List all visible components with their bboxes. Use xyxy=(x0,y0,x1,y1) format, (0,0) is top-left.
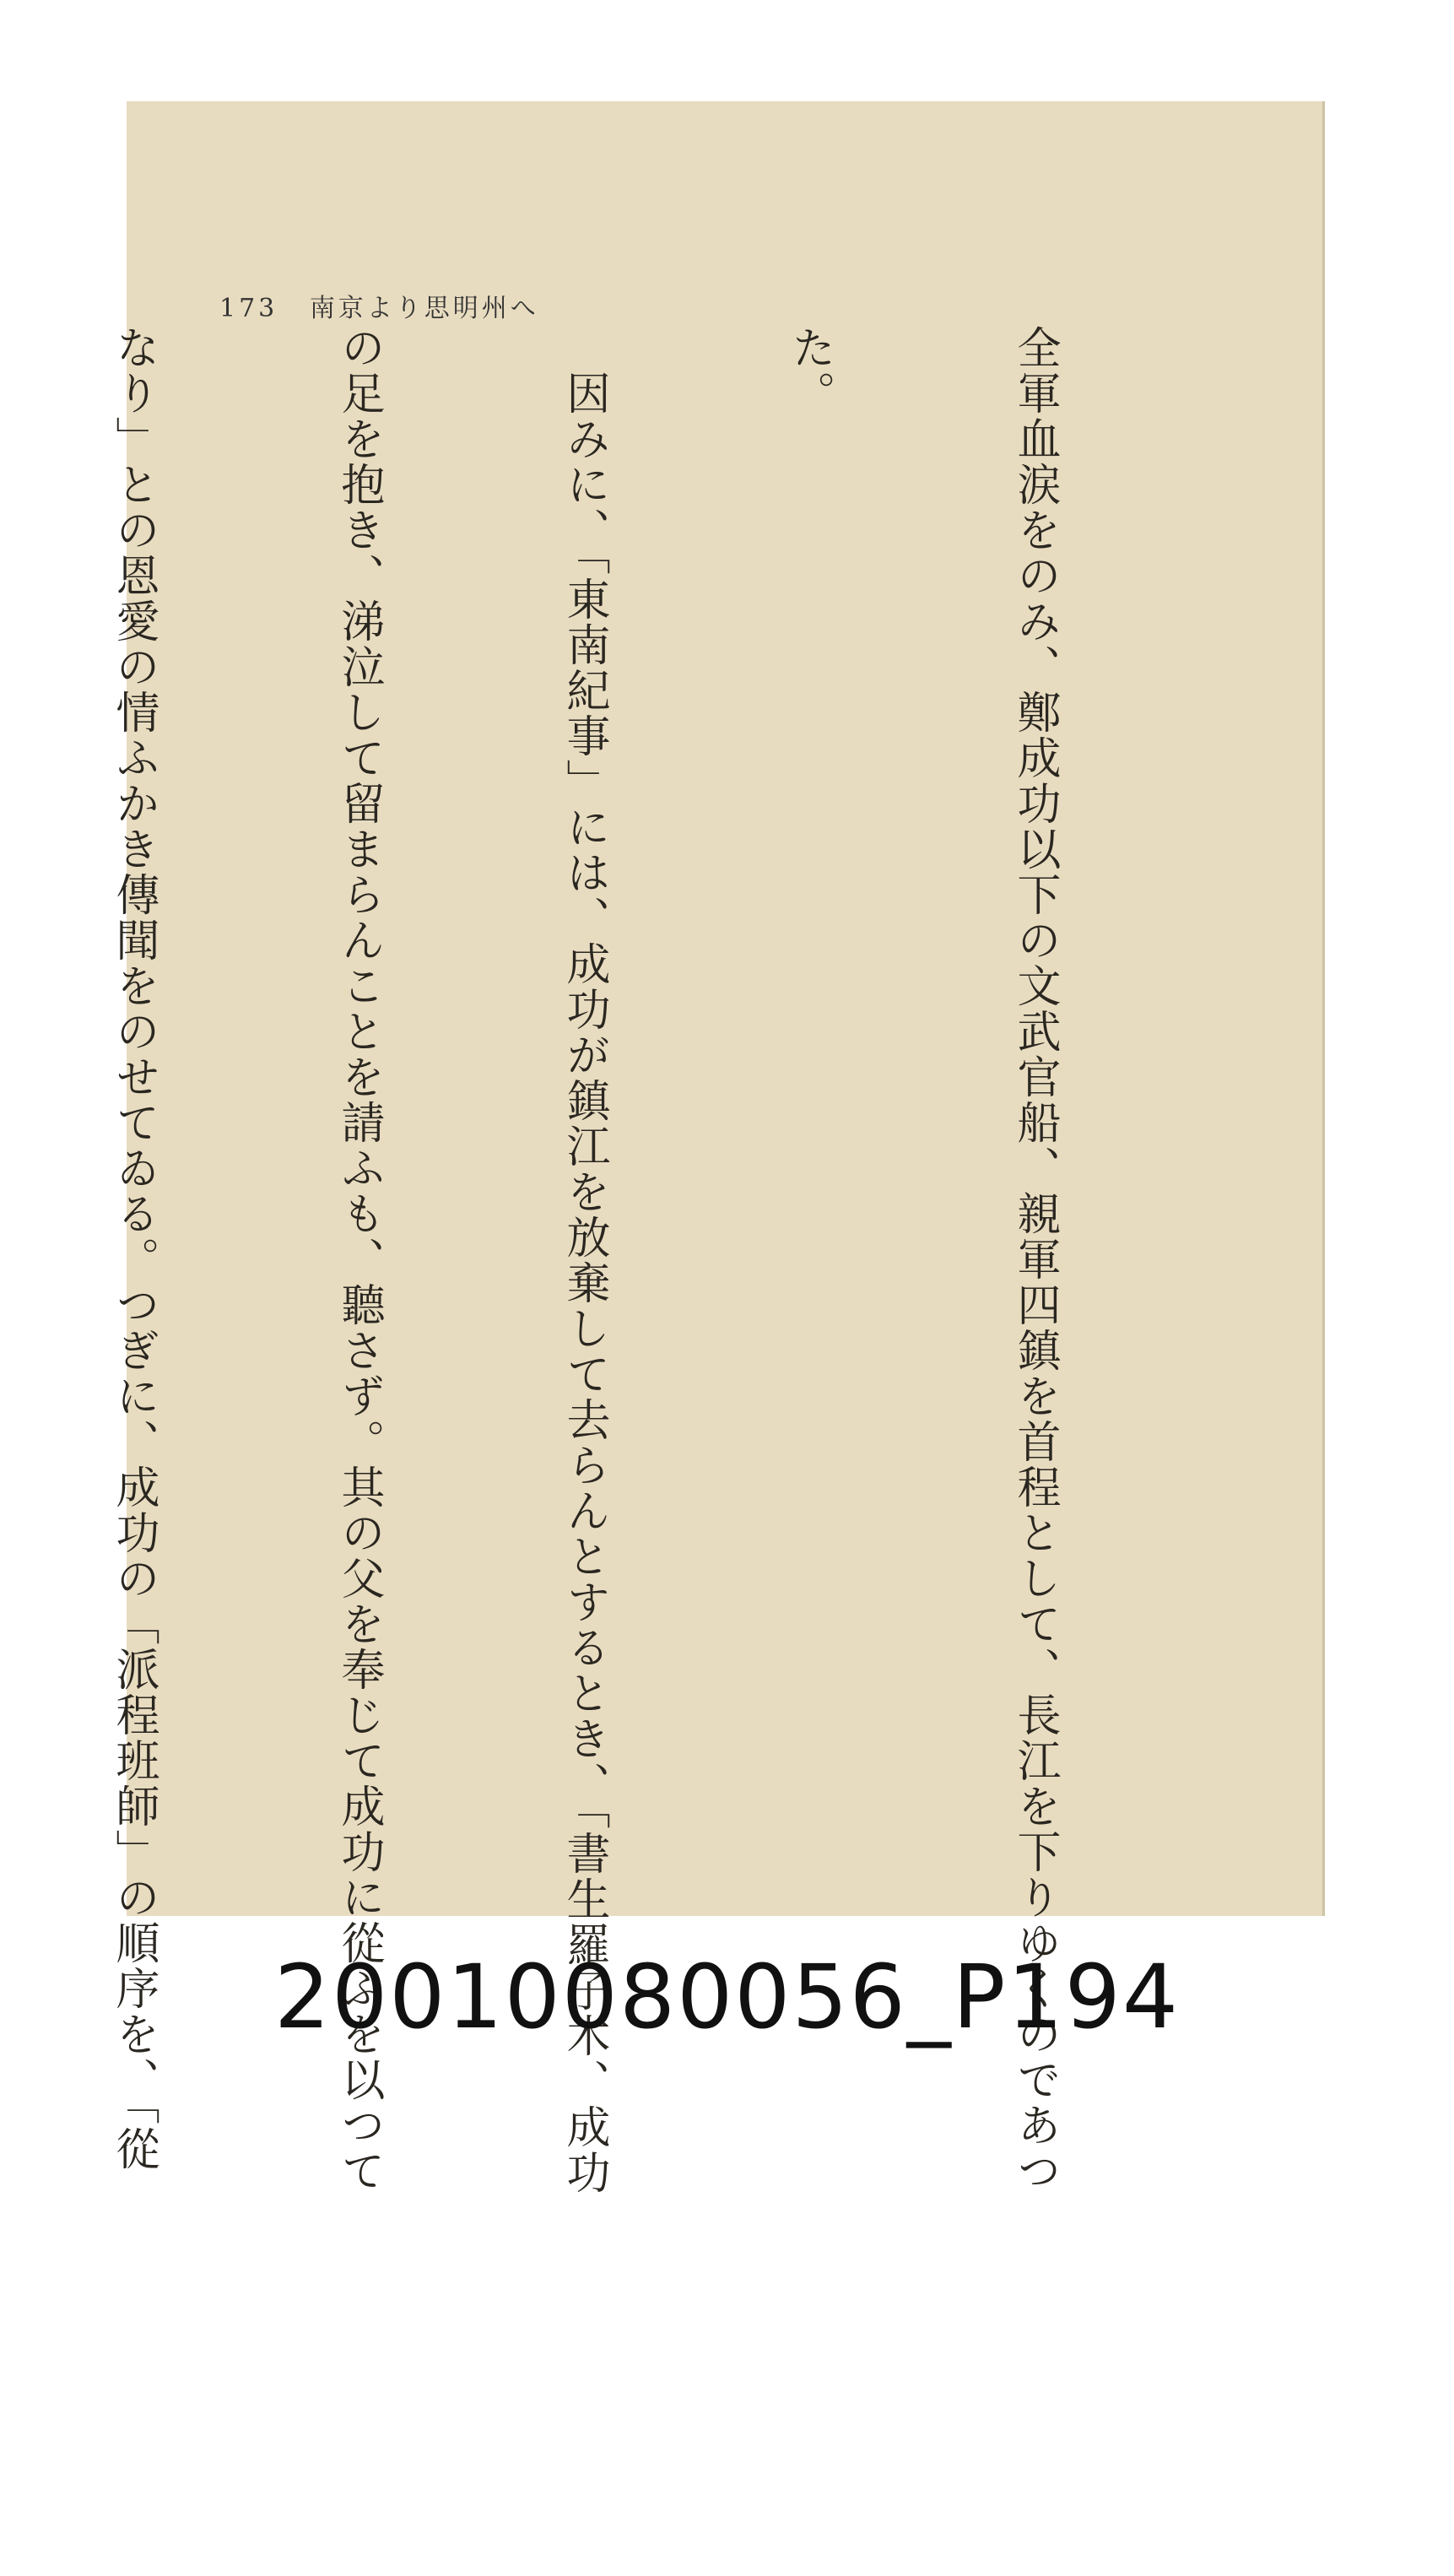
text-line: なり」との恩愛の情ふかき傳聞をのせてゐる。つぎに、成功の「派程班師」の順序を、「從 xyxy=(108,325,159,2172)
page-number: 173 xyxy=(219,294,278,323)
text-line: 因みに、「東南紀事」には、成功が鎮江を放棄して去らんとするとき、「書生羅子木、成功 xyxy=(559,325,609,2195)
text-line: た。 xyxy=(784,325,835,416)
image-id-caption: 20010080056_P194 xyxy=(273,1946,1181,2048)
text-line: の足を抱き、涕泣して留まらんことを請ふも、聽さず。其の父を奉じて成功に從ふを以つて xyxy=(333,325,384,2194)
running-head xyxy=(219,287,539,324)
text-line: 全軍血涙をのみ、鄭成功以下の文武官船、親軍四鎮を首程として、長江を下りゆくのであつ xyxy=(1009,325,1060,2194)
running-title: 南京より思明州へ xyxy=(309,294,539,323)
